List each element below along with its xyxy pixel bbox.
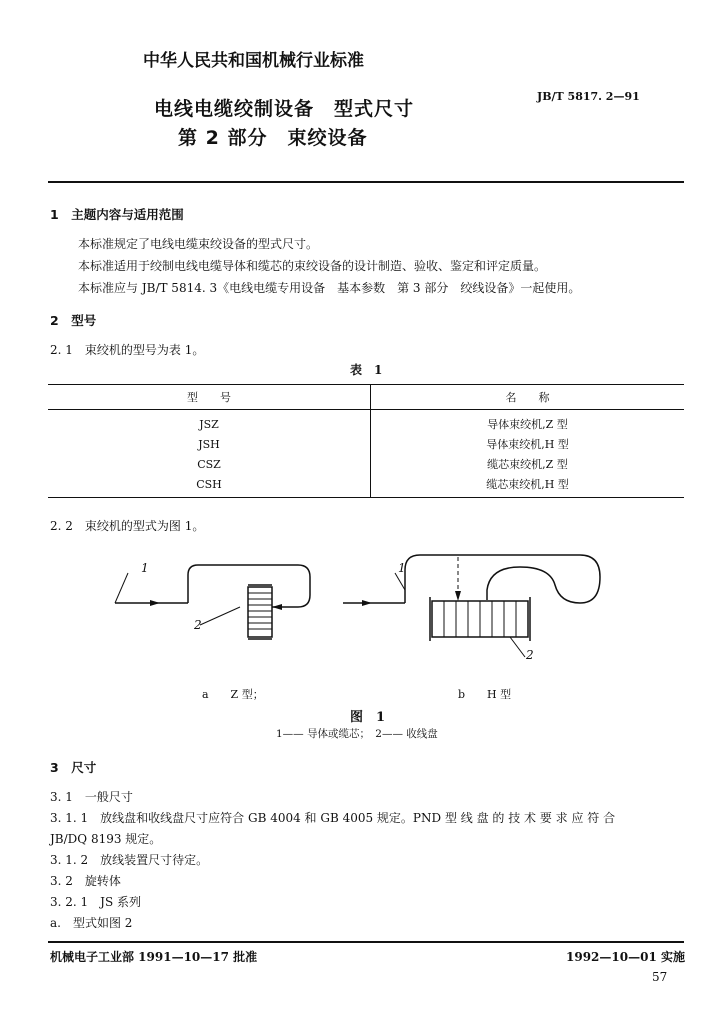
h-callout-1-label: 1 xyxy=(398,561,406,575)
section-2-2: 2. 2 束绞机的型式为图 1。 xyxy=(50,519,205,533)
section-3-1-1-line2: JB/DQ 8193 规定。 xyxy=(50,832,162,846)
z-callout-2-label: 2 xyxy=(194,618,202,632)
h-callout-1-leader xyxy=(395,573,405,590)
table-cell-name: 缆芯束绞机,Z 型 xyxy=(487,458,568,471)
z-callout-1-label: 1 xyxy=(141,561,149,575)
section-3-2-1: 3. 2. 1 JS 系列 xyxy=(50,895,142,909)
h-flyer-bow xyxy=(405,555,600,603)
section-3-1-2: 3. 1. 2 放线装置尺寸待定。 xyxy=(50,853,209,867)
table-header-name: 名 称 xyxy=(371,385,685,410)
table-header-model: 型 号 xyxy=(48,385,371,410)
table-cell-model: CSH xyxy=(48,474,371,498)
h-callout-2-label: 2 xyxy=(526,648,534,662)
section-3-2-1-a: a. 型式如图 2 xyxy=(50,916,133,930)
section-3-2: 3. 2 旋转体 xyxy=(50,874,121,888)
section-3-1-1-line1: 3. 1. 1 放线盘和收线盘尺寸应符合 GB 4004 和 GB 4005 规定。PND 型 线 盘 的 技 术 要 求 应 符 合 xyxy=(50,811,616,825)
figure-label-a: a Z 型； xyxy=(202,688,264,701)
table-cell-model: CSZ xyxy=(48,454,371,474)
table-1-caption: 表 1 xyxy=(350,363,383,377)
h-callout-2-leader xyxy=(510,637,525,657)
section-1-para-1: 本标准规定了电线电缆束绞设备的型式尺寸。 xyxy=(78,237,319,251)
table-cell-model: JSH xyxy=(48,434,371,454)
z-flyer-bow xyxy=(188,565,310,607)
section-2-heading: 2 型号 xyxy=(50,313,97,328)
table-cell-model: JSZ xyxy=(48,410,371,435)
z-type-diagram xyxy=(115,565,310,639)
table-cell-name: 导体束绞机,Z 型 xyxy=(487,418,568,431)
page-number: 57 xyxy=(652,970,668,984)
standard-code: JB/T 5817. 2—91 xyxy=(537,90,640,103)
section-3-1: 3. 1 一般尺寸 xyxy=(50,790,133,804)
model-table xyxy=(48,384,684,498)
figure-label-b: b H 型 xyxy=(458,688,512,701)
table-row xyxy=(48,454,684,474)
section-1-para-3: 本标准应与 JB/T 5814. 3《电线电缆专用设备 基本参数 第 3 部分 绞线设备》一起使用。 xyxy=(78,281,581,295)
section-1-para-2: 本标准适用于绞制电线电缆导体和缆芯的束绞设备的设计制造、验收、鉴定和评定质量。 xyxy=(78,259,547,273)
footer-rule xyxy=(48,941,684,943)
section-3-heading: 3 尺寸 xyxy=(50,760,97,775)
section-1-heading: 1 主题内容与适用范围 xyxy=(50,207,184,222)
table-row xyxy=(48,474,684,498)
implementation-date: 1992—10—01 实施 xyxy=(566,950,685,964)
table-cell-name: 缆芯束绞机,H 型 xyxy=(371,474,685,498)
section-2-1: 2. 1 束绞机的型号为表 1。 xyxy=(50,343,205,357)
table-cell-name: 导体束绞机,H 型 xyxy=(486,438,569,451)
table-row xyxy=(48,410,684,435)
z-arrow xyxy=(150,600,160,606)
document-subtitle: 第 2 部分 束绞设备 xyxy=(178,127,368,149)
figure-1-legend: 1—— 导体或缆芯； 2—— 收线盘 xyxy=(276,728,438,740)
header-rule xyxy=(48,181,684,183)
document-title: 电线电缆绞制设备 型式尺寸 xyxy=(154,98,415,120)
h-arrow xyxy=(362,600,372,606)
figure-1-caption: 图 1 xyxy=(350,710,386,725)
issuing-organization: 中华人民共和国机械行业标准 xyxy=(143,51,364,71)
h-type-diagram xyxy=(343,555,600,657)
z-callout-2-leader xyxy=(200,607,240,625)
table-row xyxy=(48,434,684,454)
approval-date: 机械电子工业部 1991—10—17 批准 xyxy=(50,950,258,964)
z-callout-1-leader xyxy=(115,573,128,603)
figure-1-drawing xyxy=(0,545,727,695)
